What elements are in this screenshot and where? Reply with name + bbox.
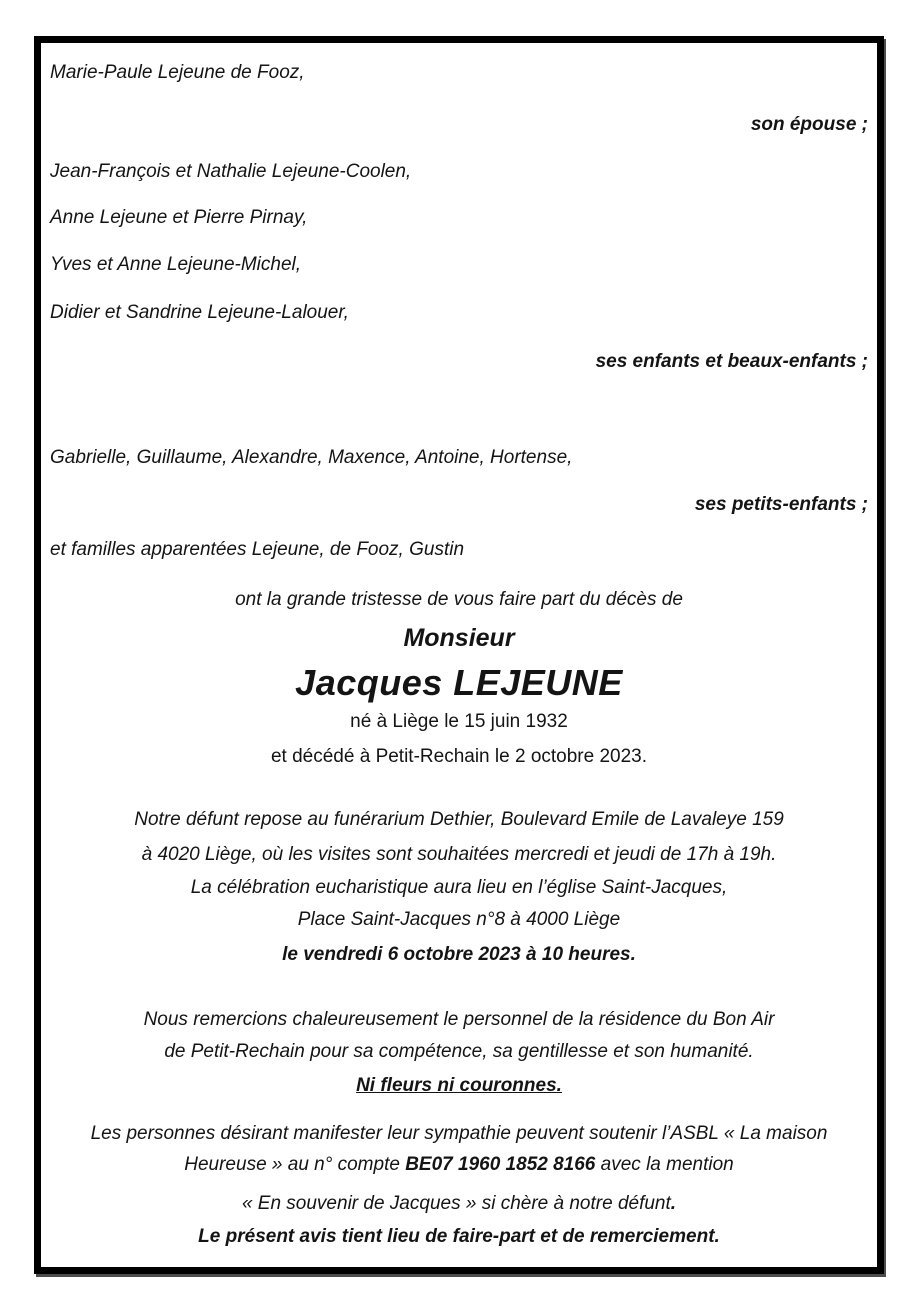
mention-line [50,1192,868,1216]
child-name-line: Jean-François et Nathalie Lejeune-Coolen, [50,161,412,182]
celebration-line: La célébration eucharistique aura lieu en l’église Saint-Jacques, [190,877,728,898]
deceased-name: Jacques LEJEUNE [295,662,623,703]
ceremony-date-line: le vendredi 6 octobre 2023 à 10 heures. [282,944,636,965]
death-line: et décédé à Petit-Rechain le 2 octobre 2023. [270,746,648,767]
closing-line: Le présent avis tient lieu de faire-part et de remerciement. [198,1226,720,1247]
account-suffix-text: avec la mention [595,1154,734,1175]
funeral-home-line: Notre défunt repose au funérarium Dethier, Boulevard Emile de Lavaleye 159 [134,809,784,830]
donation-line-1: Les personnes désirant manifester leur sympathie peuvent soutenir l’ASBL « La maison [90,1123,828,1144]
church-address-line: Place Saint-Jacques n°8 à 4000 Liège [297,909,621,930]
child-name-line: Didier et Sandrine Lejeune-Lalouer, [50,302,349,323]
related-families-line: et familles apparentées Lejeune, de Fooz, Gustin [50,539,465,560]
account-prefix-text: Heureuse » au n° compte [184,1154,406,1175]
child-name-line: Anne Lejeune et Pierre Pirnay, [50,207,308,228]
thanks-line-2: de Petit-Rechain pour sa compétence, sa gentillesse et son humanité. [164,1041,754,1062]
grandchildren-names-line: Gabrielle, Guillaume, Alexandre, Maxence, Antoine, Hortense, [50,447,573,468]
grandchildren-role-line: ses petits-enfants ; [694,494,868,515]
announcement-line: ont la grande tristesse de vous faire part du décès de [235,589,683,610]
no-flowers-line [50,1074,868,1098]
donation-line-2 [50,1153,868,1177]
children-role-line: ses enfants et beaux-enfants ; [595,351,868,372]
birth-line: né à Liège le 15 juin 1932 [350,711,568,732]
visits-line: à 4020 Liège, où les visites sont souhaitées mercredi et jeudi de 17h à 19h. [141,844,777,865]
child-name-line: Yves et Anne Lejeune-Michel, [50,254,302,275]
no-flowers-text: Ni fleurs ni couronnes. [356,1075,562,1096]
spouse-role-line: son épouse ; [750,114,868,135]
thanks-line-1: Nous remercions chaleureusement le personnel de la résidence du Bon Air [143,1009,775,1030]
notice-frame [34,36,884,1274]
account-number: BE07 1960 1852 8166 [405,1154,596,1175]
spouse-name-line: Marie-Paule Lejeune de Fooz, [50,62,305,83]
mention-period: . [670,1193,677,1214]
deceased-title: Monsieur [403,624,515,652]
mention-text: « En souvenir de Jacques » si chère à notre défunt [241,1193,671,1214]
